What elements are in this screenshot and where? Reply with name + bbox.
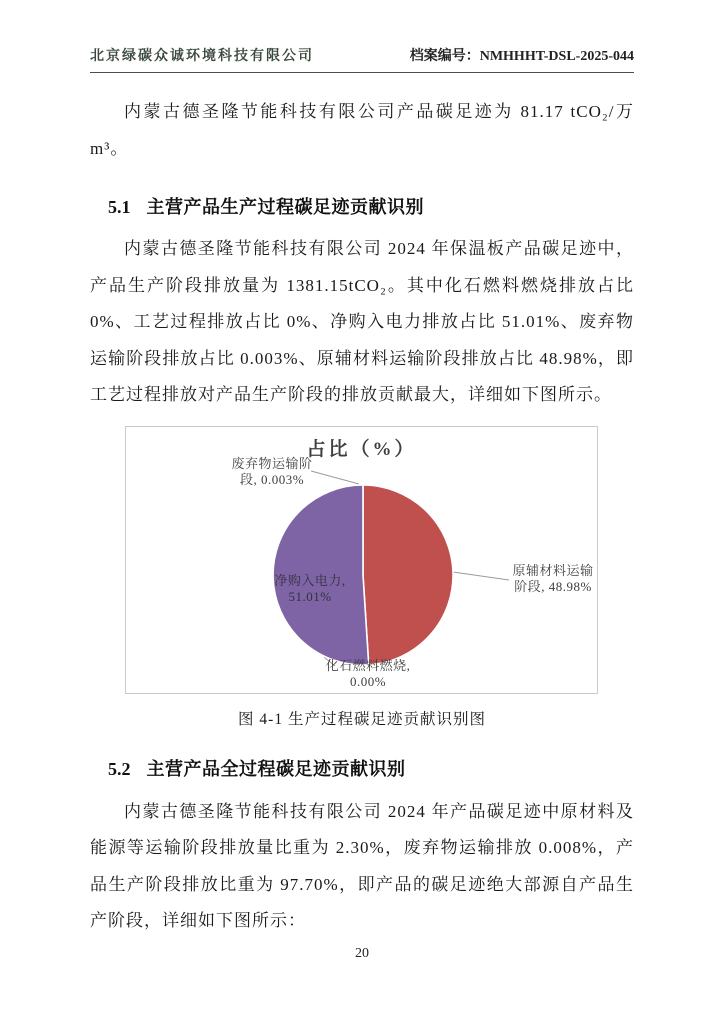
page-content [90, 94, 634, 940]
pie-label-purchased-electricity [269, 573, 351, 605]
pie-label-fossil-line2: 0.00% [349, 673, 387, 689]
pie-chart-svg [126, 427, 599, 695]
section-5-2-title: 主营产品全过程碳足迹贡献识别 [146, 758, 406, 779]
leader-line-waste-transport [311, 471, 359, 484]
section-5-2-heading [108, 755, 634, 781]
pie-label-waste-transport [226, 456, 318, 488]
header-company-name: 北京绿碳众诚环境科技有限公司 [90, 49, 314, 64]
page-header [90, 0, 634, 73]
section-5-1-heading [108, 193, 634, 219]
pie-label-waste-line2: 段, 0.003% [239, 471, 305, 487]
pie-chart-figure [125, 426, 598, 694]
header-archive-number: 档案编号：NMHHHT-DSL-2025-044 [409, 49, 634, 64]
section-5-1-title: 主营产品生产过程碳足迹贡献识别 [146, 197, 424, 217]
pie-label-raw-line1: 原辅材料运输 [512, 562, 594, 578]
pie-label-waste-line1: 废弃物运输阶 [231, 455, 313, 471]
intro-paragraph: 内蒙古德圣隆节能科技有限公司产品碳足迹为 81.17 tCO₂/万 m³。 [90, 102, 634, 158]
figure-caption: 图 4-1 生产过程碳足迹贡献识别图 [238, 710, 486, 728]
section-5-2-number: 5.2 [108, 758, 131, 779]
section-5-2-body: 内蒙古德圣隆节能科技有限公司 2024 年产品碳足迹中原材料及能源等运输阶段排放量比重为 2.30%，废弃物运输排放 0.008%，产品生产阶段排放比重为 97.70%，即产品的碳足迹绝大部源自产品生产阶段，详细如下图所示： [90, 801, 634, 930]
pie-label-elec-line1: 净购入电力, [274, 572, 346, 588]
chart-title: 占比（%） [306, 438, 417, 460]
section-5-1-number: 5.1 [108, 197, 131, 217]
pie-slice-raw-material-transport [363, 485, 453, 665]
pie-label-fossil-line1: 化石燃料燃烧, [325, 657, 411, 673]
pie-label-fossil-fuel [317, 658, 419, 690]
pie-label-raw-material [510, 563, 596, 595]
leader-line-raw-material [453, 572, 509, 580]
section-5-1-body: 内蒙古德圣隆节能科技有限公司 2024 年保温板产品碳足迹中，产品生产阶段排放量为 1381.15tCO₂。其中化石燃料燃烧排放占比 0%、工艺过程排放占比 0%、净购入电力排放占比 51.01%、废弃物运输阶段排放占比 0.003%、原辅材料运输阶段排放占比 48.98%，即工艺过程排放对产品生产阶段的排放贡献最大，详细如下图所示。 [90, 239, 634, 404]
pie-label-elec-line2: 51.01% [288, 588, 332, 604]
page-number: 20 [355, 946, 369, 961]
pie-label-raw-line2: 阶段, 48.98% [514, 578, 592, 594]
